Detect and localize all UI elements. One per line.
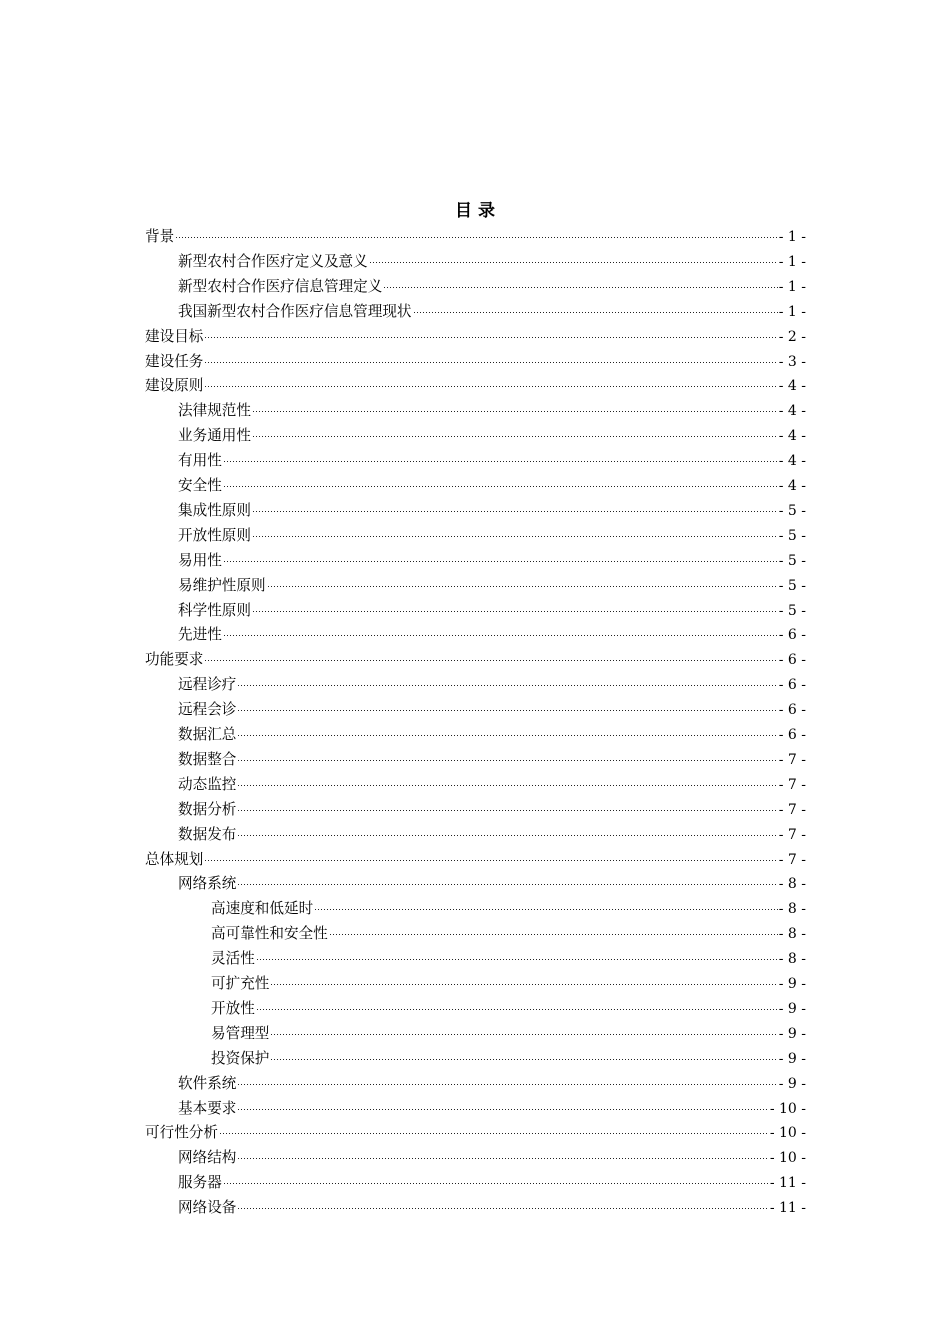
toc-entry-page-number: - 1 - xyxy=(778,278,806,295)
toc-entry[interactable] xyxy=(178,249,806,274)
toc-entry-label: 新型农村合作医疗信息管理定义 xyxy=(178,277,383,295)
toc-dot-leader xyxy=(369,251,778,265)
toc-entry-label: 数据发布 xyxy=(178,825,237,843)
toc-entry[interactable] xyxy=(211,946,806,971)
toc-entry-label: 法律规范性 xyxy=(178,402,251,420)
toc-dot-leader xyxy=(252,525,778,539)
toc-entry-label: 业务通用性 xyxy=(178,427,251,445)
toc-entry-page-number: - 7 - xyxy=(778,776,806,793)
toc-dot-leader xyxy=(237,824,777,838)
toc-entry[interactable] xyxy=(211,896,806,921)
toc-dot-leader xyxy=(267,575,778,589)
toc-dot-leader xyxy=(219,1122,769,1136)
toc-entry[interactable] xyxy=(178,822,806,847)
toc-entry-label: 总体规划 xyxy=(145,850,204,868)
toc-dot-leader xyxy=(237,799,777,813)
toc-entry[interactable] xyxy=(178,299,806,324)
toc-entry[interactable] xyxy=(178,1170,806,1195)
toc-entry-page-number: - 8 - xyxy=(778,951,806,968)
toc-dot-leader xyxy=(270,1048,777,1062)
toc-entry-label: 可扩充性 xyxy=(211,975,270,992)
toc-entry-label: 远程诊疗 xyxy=(178,676,237,694)
toc-dot-leader xyxy=(252,400,778,414)
toc-entry-page-number: - 6 - xyxy=(778,702,806,719)
toc-dot-leader xyxy=(204,849,777,863)
toc-entry-label: 投资保护 xyxy=(211,1049,270,1067)
toc-dot-leader xyxy=(223,1172,769,1186)
toc-entry-label: 网络系统 xyxy=(178,875,237,893)
toc-dot-leader xyxy=(256,998,778,1012)
toc-dot-leader xyxy=(252,425,778,439)
toc-entry-page-number: - 10 - xyxy=(769,1150,806,1167)
toc-entry[interactable] xyxy=(211,996,806,1021)
toc-entry[interactable] xyxy=(178,797,806,822)
toc-entry-page-number: - 6 - xyxy=(778,652,806,669)
toc-entry-page-number: - 9 - xyxy=(778,976,806,992)
toc-entry-label: 开放性 xyxy=(211,999,255,1017)
toc-dot-leader xyxy=(270,973,777,987)
toc-entry-page-number: - 5 - xyxy=(778,552,806,569)
toc-entry-label: 有用性 xyxy=(178,452,222,470)
toc-entry-label: 开放性原则 xyxy=(178,526,251,544)
toc-entry-page-number: - 2 - xyxy=(778,328,806,345)
toc-entry[interactable] xyxy=(145,847,806,872)
toc-dot-leader xyxy=(223,550,778,564)
toc-dot-leader xyxy=(252,600,778,614)
toc-entry-label: 灵活性 xyxy=(211,950,255,968)
toc-entry-label: 数据整合 xyxy=(178,750,237,768)
toc-entry-page-number: - 7 - xyxy=(778,826,806,843)
toc-entry-page-number: - 6 - xyxy=(778,677,806,694)
toc-entry-label: 先进性 xyxy=(178,626,222,644)
toc-entry-page-number: - 8 - xyxy=(778,901,806,918)
toc-entry-page-number: - 3 - xyxy=(778,353,806,370)
toc-dot-leader xyxy=(223,475,778,489)
toc-entry-label: 功能要求 xyxy=(145,651,204,669)
toc-entry[interactable] xyxy=(178,1195,806,1220)
toc-entry[interactable] xyxy=(178,722,806,747)
toc-dot-leader xyxy=(237,699,777,713)
toc-dot-leader xyxy=(204,326,777,340)
toc-dot-leader xyxy=(204,351,777,365)
toc-entry[interactable] xyxy=(178,697,806,722)
toc-entry-label: 高可靠性和安全性 xyxy=(211,925,328,943)
toc-entry-label: 我国新型农村合作医疗信息管理现状 xyxy=(178,302,412,320)
toc-entry-page-number: - 9 - xyxy=(778,1000,806,1017)
toc-entry-page-number: - 5 - xyxy=(778,577,806,594)
toc-entry[interactable] xyxy=(178,772,806,797)
toc-entry[interactable] xyxy=(178,573,806,598)
toc-entry-page-number: - 9 - xyxy=(778,1025,806,1042)
toc-entry[interactable] xyxy=(178,548,806,573)
toc-entry[interactable] xyxy=(145,224,806,249)
toc-entry-label: 建设任务 xyxy=(145,352,204,370)
toc-entry-label: 安全性 xyxy=(178,477,222,494)
toc-dot-leader xyxy=(383,276,777,290)
toc-entry[interactable] xyxy=(178,448,806,473)
toc-entry[interactable] xyxy=(178,398,806,423)
toc-entry-page-number: - 5 - xyxy=(778,502,806,519)
toc-entry-label: 数据汇总 xyxy=(178,726,237,743)
toc-entry-page-number: - 4 - xyxy=(778,453,806,470)
toc-entry[interactable] xyxy=(211,1021,806,1046)
toc-entry-page-number: - 11 - xyxy=(769,1200,806,1217)
toc-entry[interactable] xyxy=(145,373,806,398)
toc-entry[interactable] xyxy=(178,1071,806,1096)
toc-entry-page-number: - 7 - xyxy=(778,851,806,868)
toc-dot-leader xyxy=(237,749,777,763)
toc-entry[interactable] xyxy=(178,598,806,623)
toc-dot-leader xyxy=(204,649,777,663)
toc-entry[interactable] xyxy=(145,349,806,374)
toc-dot-leader xyxy=(314,898,778,912)
toc-dot-leader xyxy=(237,1073,777,1087)
toc-entry[interactable] xyxy=(178,1096,806,1121)
toc-entry-label: 远程会诊 xyxy=(178,701,237,719)
toc-entry-page-number: - 6 - xyxy=(778,727,806,743)
toc-entry-page-number: - 1 - xyxy=(778,229,806,245)
toc-entry[interactable] xyxy=(178,523,806,548)
toc-entry-page-number: - 5 - xyxy=(778,602,806,619)
toc-entry-page-number: - 6 - xyxy=(778,627,806,644)
toc-entry-label: 可行性分析 xyxy=(145,1124,218,1142)
toc-entry-label: 服务器 xyxy=(178,1174,222,1192)
toc-entry-page-number: - 11 - xyxy=(769,1175,806,1192)
toc-dot-leader xyxy=(237,774,777,788)
toc-entry-label: 易维护性原则 xyxy=(178,576,266,594)
toc-dot-leader xyxy=(237,674,777,688)
toc-entry[interactable] xyxy=(145,324,806,349)
toc-entry-page-number: - 1 - xyxy=(778,253,806,270)
toc-entry-label: 基本要求 xyxy=(178,1099,237,1117)
toc-entry-page-number: - 1 - xyxy=(778,303,806,320)
toc-dot-leader xyxy=(237,1098,768,1112)
toc-entry[interactable] xyxy=(178,473,806,498)
toc-entry[interactable] xyxy=(178,274,806,299)
toc-entry-page-number: - 8 - xyxy=(778,876,806,893)
toc-dot-leader xyxy=(175,226,778,240)
toc-dot-leader xyxy=(237,724,777,738)
toc-entry[interactable] xyxy=(178,1145,806,1170)
toc-entry-label: 网络设备 xyxy=(178,1199,237,1217)
toc-entry-page-number: - 7 - xyxy=(778,751,806,768)
toc-entry-label: 新型农村合作医疗定义及意义 xyxy=(178,252,368,270)
toc-entry-label: 建设目标 xyxy=(145,327,204,345)
toc-entry-page-number: - 4 - xyxy=(778,403,806,420)
toc-entry-label: 背景 xyxy=(145,228,175,245)
toc-dot-leader xyxy=(252,500,778,514)
toc-dot-leader xyxy=(329,923,778,937)
toc-entry-label: 数据分析 xyxy=(178,800,237,818)
toc-entry-label: 科学性原则 xyxy=(178,601,251,619)
toc-entry[interactable] xyxy=(211,971,806,996)
toc-entry-label: 建设原则 xyxy=(145,377,204,395)
toc-entry-page-number: - 10 - xyxy=(769,1100,806,1117)
toc-title: 目 录 xyxy=(455,201,495,221)
toc-entry-label: 网络结构 xyxy=(178,1149,237,1167)
toc-dot-leader xyxy=(256,948,778,962)
toc-entry-page-number: - 10 - xyxy=(769,1125,806,1142)
toc-entry-label: 易管理型 xyxy=(211,1024,270,1042)
toc-entry[interactable] xyxy=(178,498,806,523)
toc-entry-label: 高速度和低延时 xyxy=(211,900,314,918)
toc-entry[interactable] xyxy=(178,871,806,896)
toc-entry-page-number: - 4 - xyxy=(778,478,806,494)
toc-entry-label: 动态监控 xyxy=(178,775,237,793)
toc-entry[interactable] xyxy=(178,747,806,772)
toc-entry[interactable] xyxy=(178,622,806,647)
toc-entry[interactable] xyxy=(211,1046,806,1071)
toc-dot-leader xyxy=(237,873,777,887)
toc-entry[interactable] xyxy=(211,921,806,946)
toc-entry-label: 软件系统 xyxy=(178,1074,237,1092)
toc-entry-page-number: - 4 - xyxy=(778,378,806,395)
toc-dot-leader xyxy=(223,450,778,464)
toc-entry-label: 集成性原则 xyxy=(178,501,251,519)
toc-dot-leader xyxy=(237,1197,768,1211)
toc-entry-page-number: - 7 - xyxy=(778,801,806,818)
toc-dot-leader xyxy=(413,301,778,315)
toc-entry-label: 易用性 xyxy=(178,551,222,569)
toc-entry-page-number: - 8 - xyxy=(778,926,806,943)
toc-entry[interactable] xyxy=(178,423,806,448)
toc-dot-leader xyxy=(223,624,778,638)
toc-dot-leader xyxy=(204,375,777,389)
toc-entry[interactable] xyxy=(178,672,806,697)
toc-entry-page-number: - 9 - xyxy=(778,1075,806,1092)
toc-entry-page-number: - 5 - xyxy=(778,527,806,544)
toc-entry-page-number: - 4 - xyxy=(778,428,806,445)
toc-entry[interactable] xyxy=(145,1120,806,1145)
toc-entry-page-number: - 9 - xyxy=(778,1050,806,1067)
toc-entry[interactable] xyxy=(145,647,806,672)
toc-dot-leader xyxy=(237,1147,768,1161)
toc-dot-leader xyxy=(270,1023,777,1037)
